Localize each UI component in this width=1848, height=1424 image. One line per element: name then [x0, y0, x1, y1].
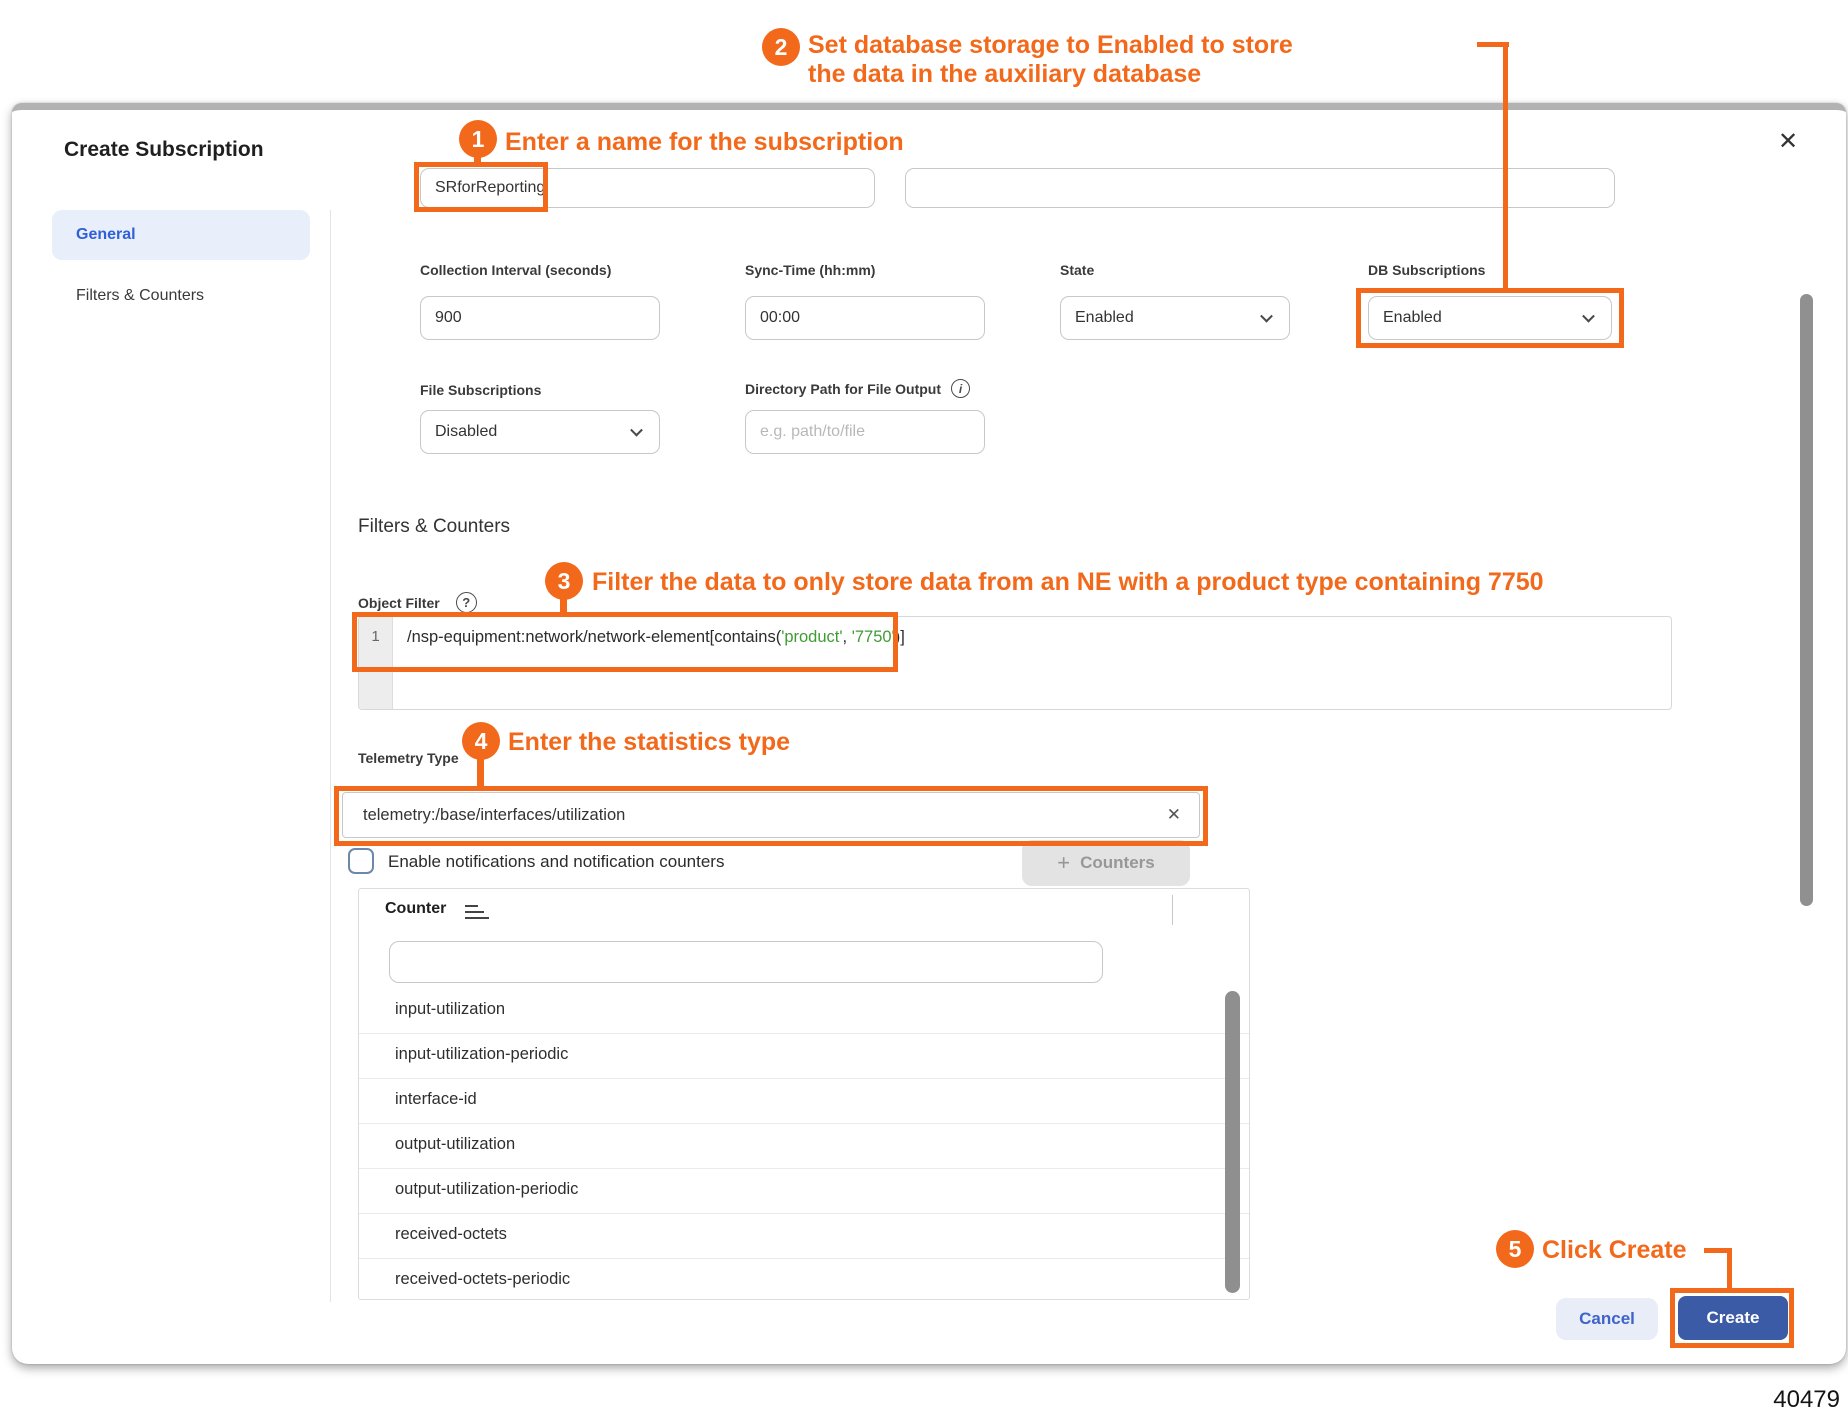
code-segment: ,	[842, 628, 852, 646]
cancel-button[interactable]: Cancel	[1556, 1298, 1658, 1340]
description-input[interactable]	[905, 168, 1615, 208]
step-5-connector-vertical	[1727, 1248, 1732, 1290]
step-3-badge: 3	[545, 562, 583, 600]
clear-icon[interactable]: ✕	[1166, 805, 1181, 824]
close-icon[interactable]: ✕	[1778, 128, 1799, 155]
db-subscriptions-label: DB Subscriptions	[1368, 262, 1486, 278]
sidebar-item-general[interactable]	[52, 210, 310, 260]
editor-gutter	[359, 617, 393, 709]
counter-filter-input[interactable]	[389, 941, 1103, 983]
object-filter-label: Object Filter	[358, 594, 440, 611]
step-2-connector-vertical	[1503, 42, 1508, 288]
sync-time-label: Sync-Time (hh:mm)	[745, 262, 876, 278]
step-3-callout: Filter the data to only store data from an NE with a product type containing 7750	[592, 568, 1544, 596]
chevron-down-icon	[1582, 310, 1595, 323]
telemetry-type-input[interactable]	[342, 792, 1200, 838]
add-counters-button[interactable]	[1022, 840, 1190, 886]
plus-icon: +	[1057, 850, 1071, 875]
step-5-badge: 5	[1496, 1230, 1534, 1268]
step-4-badge: 4	[462, 722, 500, 760]
chevron-down-icon	[1260, 310, 1273, 323]
notifications-checkbox-label: Enable notifications and notification counters	[388, 852, 725, 871]
state-select-value: Enabled	[1075, 309, 1134, 326]
step-2-badge: 2	[762, 28, 800, 66]
directory-path-input[interactable]	[745, 410, 985, 454]
dialog-scrollbar[interactable]	[1800, 294, 1813, 906]
step-2-line2: the data in the auxiliary database	[808, 60, 1202, 88]
code-segment: /nsp-equipment:network/network-element[contains(	[407, 628, 782, 646]
code-segment: )]	[894, 628, 905, 646]
db-subscriptions-select-value: Enabled	[1383, 309, 1442, 326]
subscription-name-input[interactable]	[420, 168, 875, 208]
state-label: State	[1060, 262, 1095, 278]
counter-column-header: Counter	[385, 900, 447, 917]
sidebar-divider	[330, 210, 331, 1302]
counter-row[interactable]: output-utilization-periodic	[359, 1169, 1249, 1214]
dialog-title: Create Subscription	[64, 138, 264, 161]
sync-time-input[interactable]	[745, 296, 985, 340]
db-subscriptions-select[interactable]	[1368, 296, 1612, 340]
telemetry-type-label: Telemetry Type	[358, 750, 459, 766]
state-select[interactable]	[1060, 296, 1290, 340]
notifications-checkbox[interactable]	[348, 848, 374, 874]
telemetry-type-value: telemetry:/base/interfaces/utilization	[363, 805, 626, 824]
code-string: '7750'	[851, 628, 895, 646]
collection-interval-label: Collection Interval (seconds)	[420, 262, 612, 278]
sort-icon[interactable]	[465, 905, 489, 923]
counter-row[interactable]: output-utilization	[359, 1124, 1249, 1169]
file-subscriptions-select-value: Disabled	[435, 423, 498, 440]
sidebar-item-general-label: General	[76, 226, 136, 243]
code-string: 'product'	[781, 628, 843, 646]
step-1-badge: 1	[459, 120, 497, 158]
directory-path-label: Directory Path for File Output	[745, 380, 942, 397]
editor-line-number: 1	[371, 628, 380, 645]
file-subscriptions-select[interactable]	[420, 410, 660, 454]
object-filter-label-row	[358, 592, 477, 613]
counter-row[interactable]: received-octets-periodic	[359, 1259, 1249, 1300]
step-2-line1: Set database storage to Enabled to store	[808, 31, 1293, 59]
collection-interval-input[interactable]	[420, 296, 660, 340]
sidebar-item-filters-counters[interactable]: Filters & Counters	[76, 287, 205, 304]
file-subscriptions-label: File Subscriptions	[420, 382, 542, 398]
filters-counters-heading: Filters & Counters	[358, 516, 511, 537]
column-divider	[1172, 895, 1173, 925]
table-scrollbar[interactable]	[1225, 991, 1240, 1293]
counter-row[interactable]: interface-id	[359, 1079, 1249, 1124]
counter-row[interactable]: input-utilization	[359, 989, 1249, 1034]
counter-row[interactable]: input-utilization-periodic	[359, 1034, 1249, 1079]
help-icon[interactable]: ?	[456, 592, 477, 613]
create-button[interactable]: Create	[1678, 1296, 1788, 1340]
step-4-connector	[477, 756, 484, 790]
counter-row[interactable]: received-octets	[359, 1214, 1249, 1259]
chevron-down-icon	[630, 424, 643, 437]
step-4-callout: Enter the statistics type	[508, 728, 791, 756]
step-5-callout: Click Create	[1542, 1236, 1687, 1264]
counter-table	[358, 888, 1250, 1300]
info-icon[interactable]: i	[951, 379, 970, 398]
object-filter-code	[407, 628, 905, 647]
object-filter-editor[interactable]	[358, 616, 1672, 710]
step-1-callout: Enter a name for the subscription	[505, 128, 904, 156]
directory-path-label-row	[745, 379, 970, 398]
figure-number: 40479	[1773, 1386, 1840, 1413]
step-2-callout	[808, 31, 1293, 89]
add-counters-button-label: Counters	[1080, 853, 1155, 872]
